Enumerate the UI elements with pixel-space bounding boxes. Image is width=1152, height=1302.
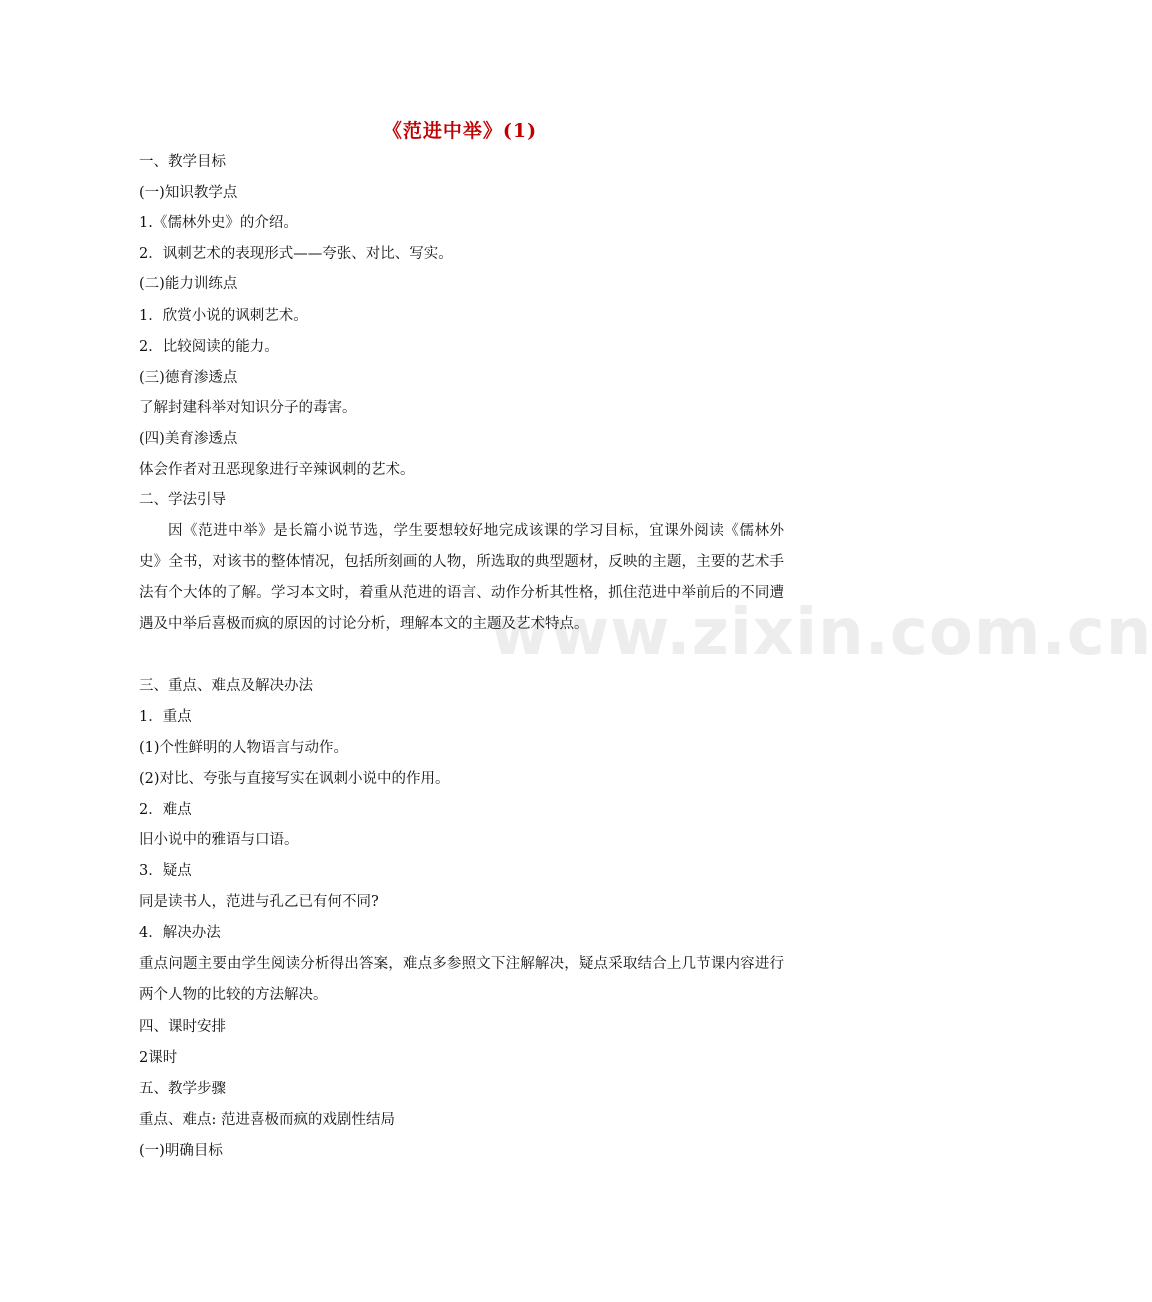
page-title: 《范进中举》(1)	[382, 120, 538, 142]
text-line: 1．欣赏小说的讽刺艺术。	[139, 308, 308, 324]
text-line: 重点、难点: 范进喜极而疯的戏剧性结局	[139, 1112, 395, 1128]
text-line: 旧小说中的雅语与口语。	[139, 832, 299, 848]
solutions-paragraph: 重点问题主要由学生阅读分析得出答案，难点多参照文下注解解决，疑点采取结合上几节课内容进行两个人物的比较的方法解决。	[139, 956, 784, 1003]
subheading-solutions: 4．解决办法	[139, 925, 221, 941]
text-line: 体会作者对丑恶现象进行辛辣讽刺的艺术。	[139, 462, 415, 478]
subheading-aesthetic-points: (四)美育渗透点	[139, 431, 238, 447]
text-line: 2课时	[139, 1050, 178, 1066]
text-line: (1)个性鲜明的人物语言与动作。	[139, 740, 349, 756]
text-line: 了解封建科举对知识分子的毒害。	[139, 400, 357, 416]
text-line: 2．讽刺艺术的表现形式——夸张、对比、写实。	[139, 246, 453, 262]
section-heading-key-points: 三、重点、难点及解决办法	[139, 678, 313, 694]
subheading-knowledge-points: (一)知识教学点	[139, 185, 238, 201]
subheading-key-point: 1．重点	[139, 709, 192, 725]
subheading-clear-goals: (一)明确目标	[139, 1143, 223, 1159]
subheading-moral-points: (三)德育渗透点	[139, 370, 238, 386]
text-line: 1.《儒林外史》的介绍。	[139, 215, 298, 231]
text-line: (2)对比、夸张与直接写实在讽刺小说中的作用。	[139, 771, 450, 787]
section-heading-teaching-steps: 五、教学步骤	[139, 1081, 226, 1097]
subheading-difficulty: 2．难点	[139, 802, 192, 818]
subheading-ability-points: (二)能力训练点	[139, 276, 238, 292]
section-heading-objectives: 一、教学目标	[139, 154, 226, 170]
watermark: www.zixin.com.cn	[490, 596, 1152, 670]
section-heading-study-guide: 二、学法引导	[139, 492, 226, 508]
section-heading-schedule: 四、课时安排	[139, 1019, 226, 1035]
text-line: 同是读书人，范进与孔乙已有何不同?	[139, 894, 379, 910]
text-line: 2．比较阅读的能力。	[139, 339, 279, 355]
subheading-doubt-point: 3．疑点	[139, 863, 192, 879]
study-guide-paragraph: 因《范进中举》是长篇小说节选，学生要想较好地完成该课的学习目标，宜课外阅读《儒林外史》全书，对该书的整体情况，包括所刻画的人物，所选取的典型题材，反映的主题，主要的艺术手法有个大体的了解。学习本文时，着重从范进的语言、动作分析其性格，抓住范进中举前后的不同遭遇及中举后喜极而疯的原因的讨论分析，理解本文的主题及艺术特点。	[139, 523, 784, 632]
